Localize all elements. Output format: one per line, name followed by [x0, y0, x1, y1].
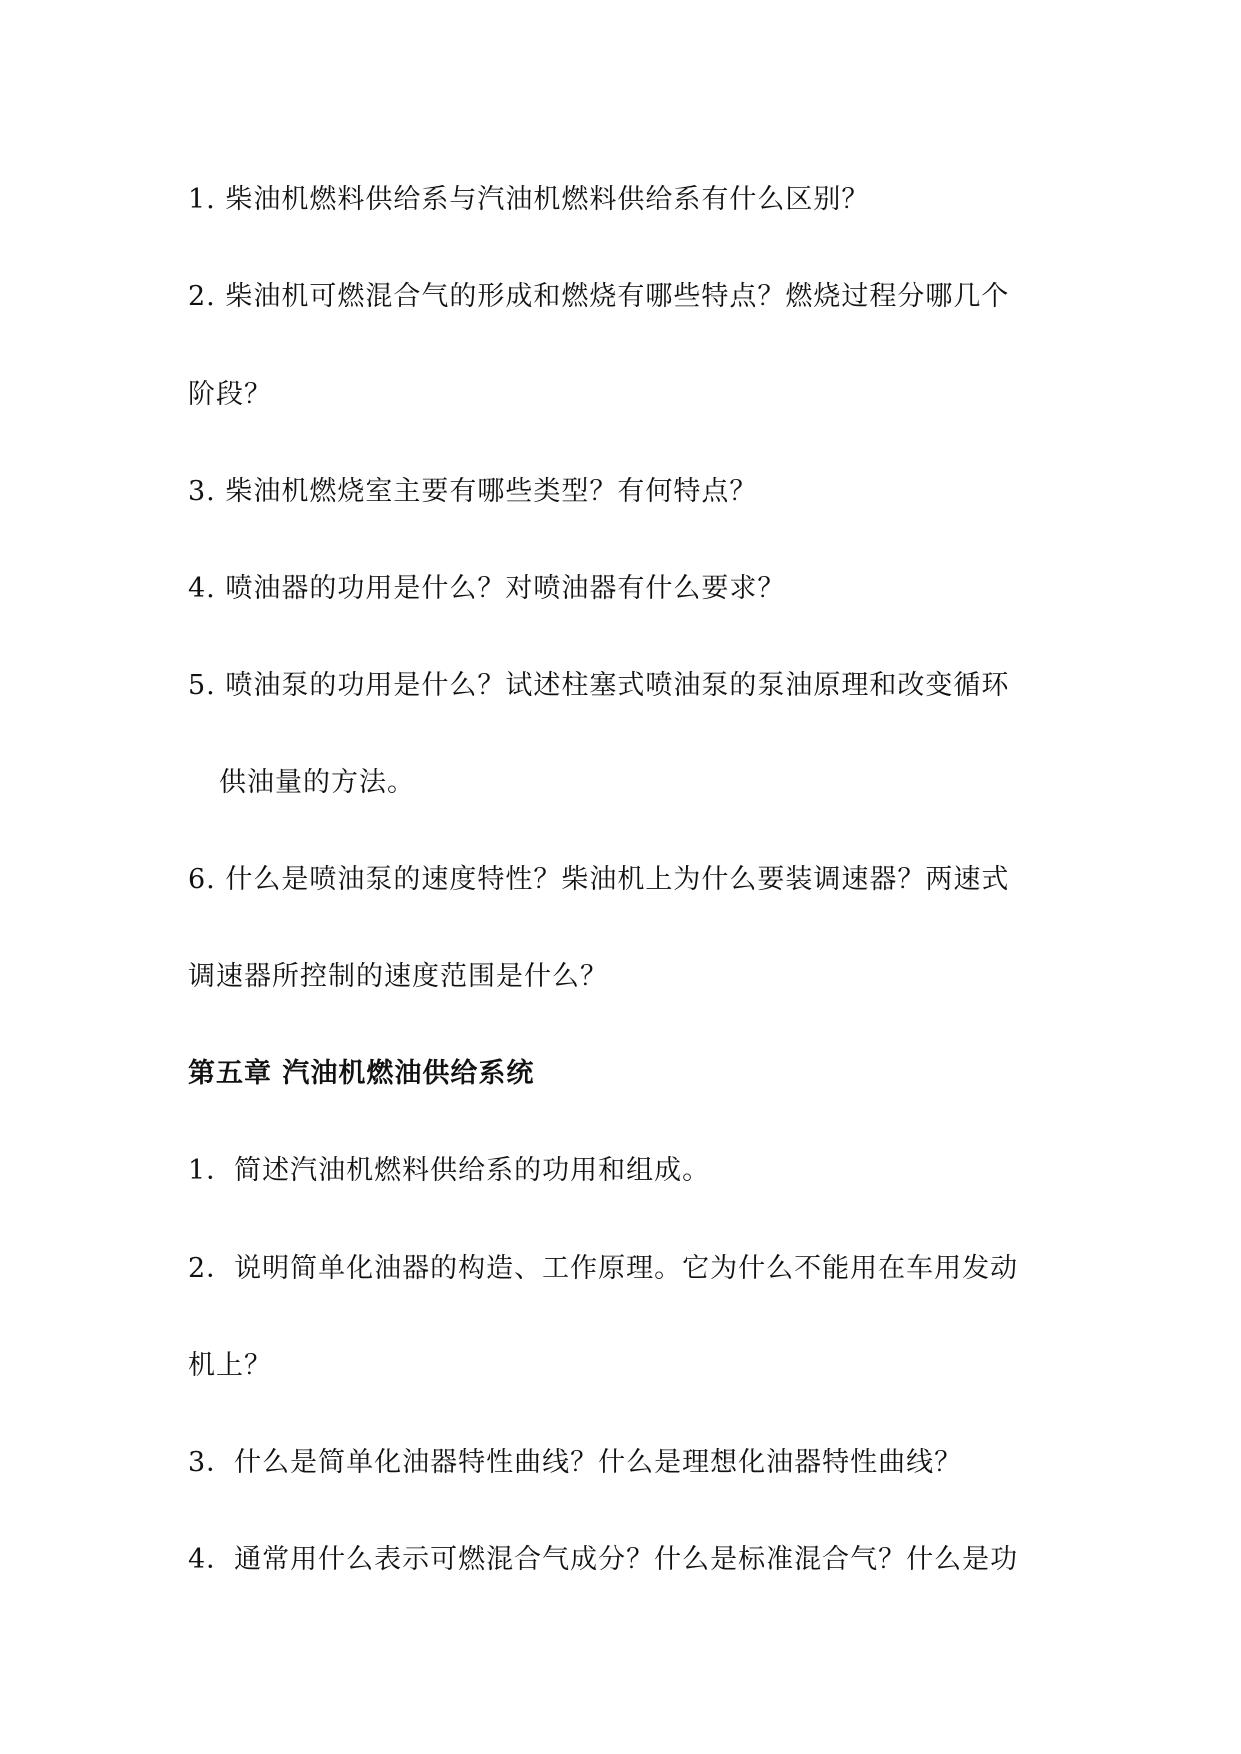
question-4-1: 1. 柴油机燃料供给系与汽油机燃料供给系有什么区别？	[188, 184, 870, 215]
question-4-6-continued: 调速器所控制的速度范围是什么？	[188, 961, 608, 992]
chapter-5-heading: 第五章 汽油机燃油供给系统	[188, 1058, 535, 1089]
question-4-4: 4. 喷油器的功用是什么？对喷油器有什么要求？	[188, 573, 786, 604]
question-4-3: 3. 柴油机燃烧室主要有哪些类型？有何特点？	[188, 476, 758, 507]
question-5-2-continued: 机上？	[188, 1350, 272, 1381]
question-4-5: 5. 喷油泵的功用是什么？试述柱塞式喷油泵的泵油原理和改变循环	[188, 670, 1010, 701]
question-5-1: 1．简述汽油机燃料供给系的功用和组成。	[188, 1155, 711, 1186]
question-5-3: 3．什么是简单化油器特性曲线？什么是理想化油器特性曲线？	[188, 1447, 963, 1478]
question-5-4: 4．通常用什么表示可燃混合气成分？什么是标准混合气？什么是功	[188, 1544, 1019, 1575]
question-5-2: 2．说明简单化油器的构造、工作原理。它为什么不能用在车用发动	[188, 1253, 1019, 1284]
question-4-2: 2. 柴油机可燃混合气的形成和燃烧有哪些特点？燃烧过程分哪几个	[188, 281, 1010, 312]
question-4-6: 6. 什么是喷油泵的速度特性？柴油机上为什么要装调速器？两速式	[188, 864, 1010, 895]
question-4-2-continued: 阶段？	[188, 379, 272, 410]
question-4-5-continued: 供油量的方法。	[219, 767, 415, 798]
